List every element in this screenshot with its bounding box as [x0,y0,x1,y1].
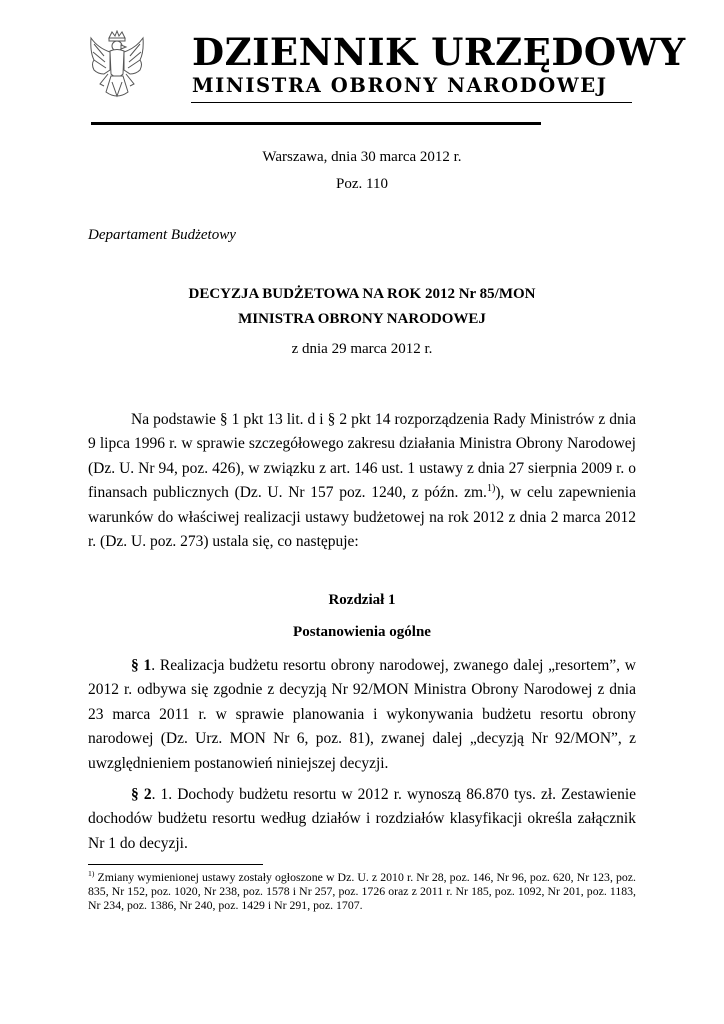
journal-subtitle: MINISTRA OBRONY NARODOWEJ [192,74,608,97]
eagle-emblem-icon [88,30,146,104]
preamble-text: Na podstawie § 1 pkt 13 lit. d i § 2 pkt 14 rozporządzenia Rady Ministrów z dnia 9 lipca 1996 r. w sprawie szczegółowego zakresu działania Ministra Obrony Narodowej (Dz. U. Nr 94, poz. 426), w związku z art. 146 ust. 1 ustawy z dnia 27 sierpnia 2009 r. o finansach publicznych (Dz. U. Nr 157 poz. 1240, z późn. zm. [88,411,636,502]
chapter-heading: Rozdział 1 [328,592,396,608]
section-text: . Realizacja budżetu resortu obrony narodowej, zwanego dalej „resortem”, w 2012 r. odbywa się zgodnie z decyzją Nr 92/MON Ministra Obrony Narodowej z dnia 23 marca 2011 r. w sprawie planowania i wykonywania budżetu resortu obrony narodowej (Dz. Urz. MON Nr 6, poz. 81), zwanej dalej „decyzją Nr 92/MON”, z uwzględnieniem postanowień niniejszej decyzji. [88,657,636,772]
masthead-rule-thin [191,102,632,103]
decision-date: z dnia 29 marca 2012 r. [291,341,433,357]
masthead-rule-thick [91,122,541,125]
place-date: Warszawa, dnia 30 marca 2012 r. [262,149,462,165]
preamble [88,408,636,554]
footnote-rule [88,864,263,865]
section-label: § 1 [131,657,152,674]
footnote-text: Zmiany wymienionej ustawy zostały ogłoszone w Dz. U. z 2010 r. Nr 28, poz. 146, Nr 96, poz. 620, Nr 123, poz. 835, Nr 152, poz. 1020, Nr 238, poz. 1578 i Nr 257, poz. 1726 oraz z 2011 r. Nr 185, poz. 1092, Nr 201, poz. 1183, Nr 234, poz. 1386, Nr 240, poz. 1429 i Nr 291, poz. 1707. [88,870,636,913]
section-1 [88,654,636,776]
chapter-subheading: Postanowienia ogólne [293,624,431,640]
position-number: Poz. 110 [336,176,388,192]
footnote-marker: 1) [88,869,95,879]
footnote [88,870,636,913]
masthead [88,30,686,126]
department: Departament Budżetowy [88,227,236,243]
decision-title: DECYZJA BUDŻETOWA NA ROK 2012 Nr 85/MON [188,286,536,302]
section-label: § 2 [131,786,152,803]
section-2 [88,783,636,856]
section-text: . 1. Dochody budżetu resortu w 2012 r. wynoszą 86.870 tys. zł. Zestawienie dochodów budżetu resortu według działów i rozdziałów klasyfikacji określa załącznik Nr 1 do decyzji. [88,786,636,852]
journal-title: DZIENNIK URZĘDOWY [192,30,686,74]
preamble-text-cont: ), w celu zapewnienia warunków do właściwej realizacji ustawy budżetowej na rok 2012 z dnia 2 marca 2012 r. (Dz. U. poz. 273) ustala się, co następuje: [88,484,636,551]
decision-issuer: MINISTRA OBRONY NARODOWEJ [238,311,486,327]
footnote-reference: 1) [486,483,496,495]
